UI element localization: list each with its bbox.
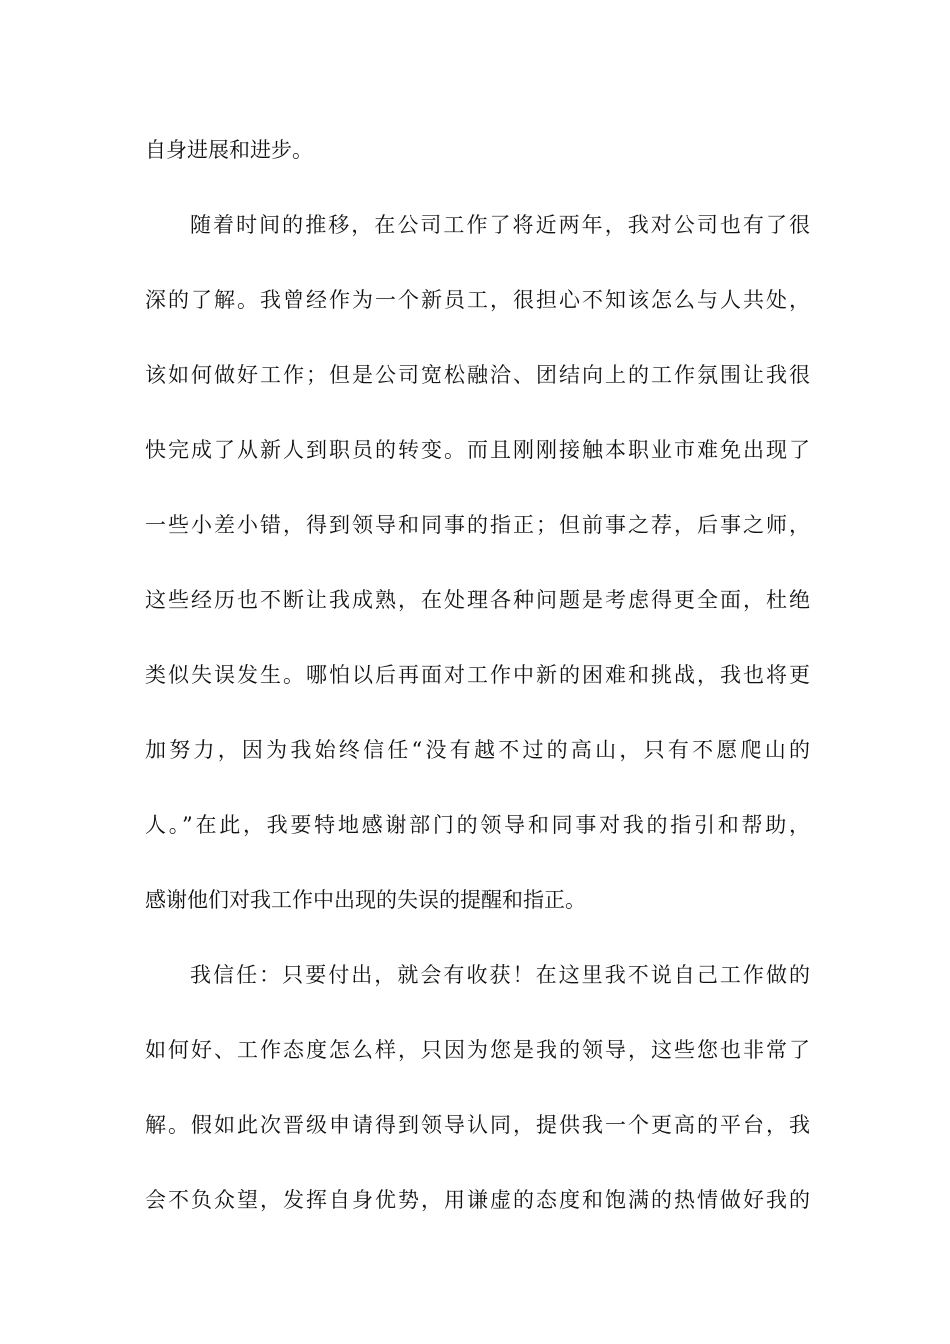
text-line: 会不负众望，发挥自身优势，用谦虚的态度和饱满的热情做好我的 [145,1188,810,1212]
text-line: 该如何做好工作；但是公司宽松融洽、团结向上的工作氛围让我很 [145,363,810,387]
text-line: 随着时间的推移，在公司工作了将近两年，我对公司也有了很 [190,213,810,237]
text-line: 人。”在此，我要特地感谢部门的领导和同事对我的指引和帮助， [145,813,810,837]
text-line: 类似失误发生。哪怕以后再面对工作中新的困难和挑战，我也将更 [145,663,810,687]
text-line: 一些小差小错，得到领导和同事的指正；但前事之荐，后事之师， [145,513,810,537]
text-line: 这些经历也不断让我成熟，在处理各种问题是考虑得更全面，杜绝 [145,588,810,612]
text-line: 快完成了从新人到职员的转变。而且刚刚接触本职业市难免出现了 [145,438,810,462]
text-line: 加努力，因为我始终信任“没有越不过的高山，只有不愿爬山的 [145,738,810,762]
text-line: 如何好、工作态度怎么样，只因为您是我的领导，这些您也非常了 [145,1038,810,1062]
text-line: 感谢他们对我工作中出现的失误的提醒和指正。 [145,888,586,912]
text-line: 自身进展和进步。 [145,138,313,162]
text-line: 深的了解。我曾经作为一个新员工，很担心不知该怎么与人共处， [145,288,810,312]
text-line: 我信任：只要付出，就会有收获！在这里我不说自己工作做的 [190,963,810,987]
text-line: 解。假如此次晋级申请得到领导认同，提供我一个更高的平台，我 [145,1113,810,1137]
